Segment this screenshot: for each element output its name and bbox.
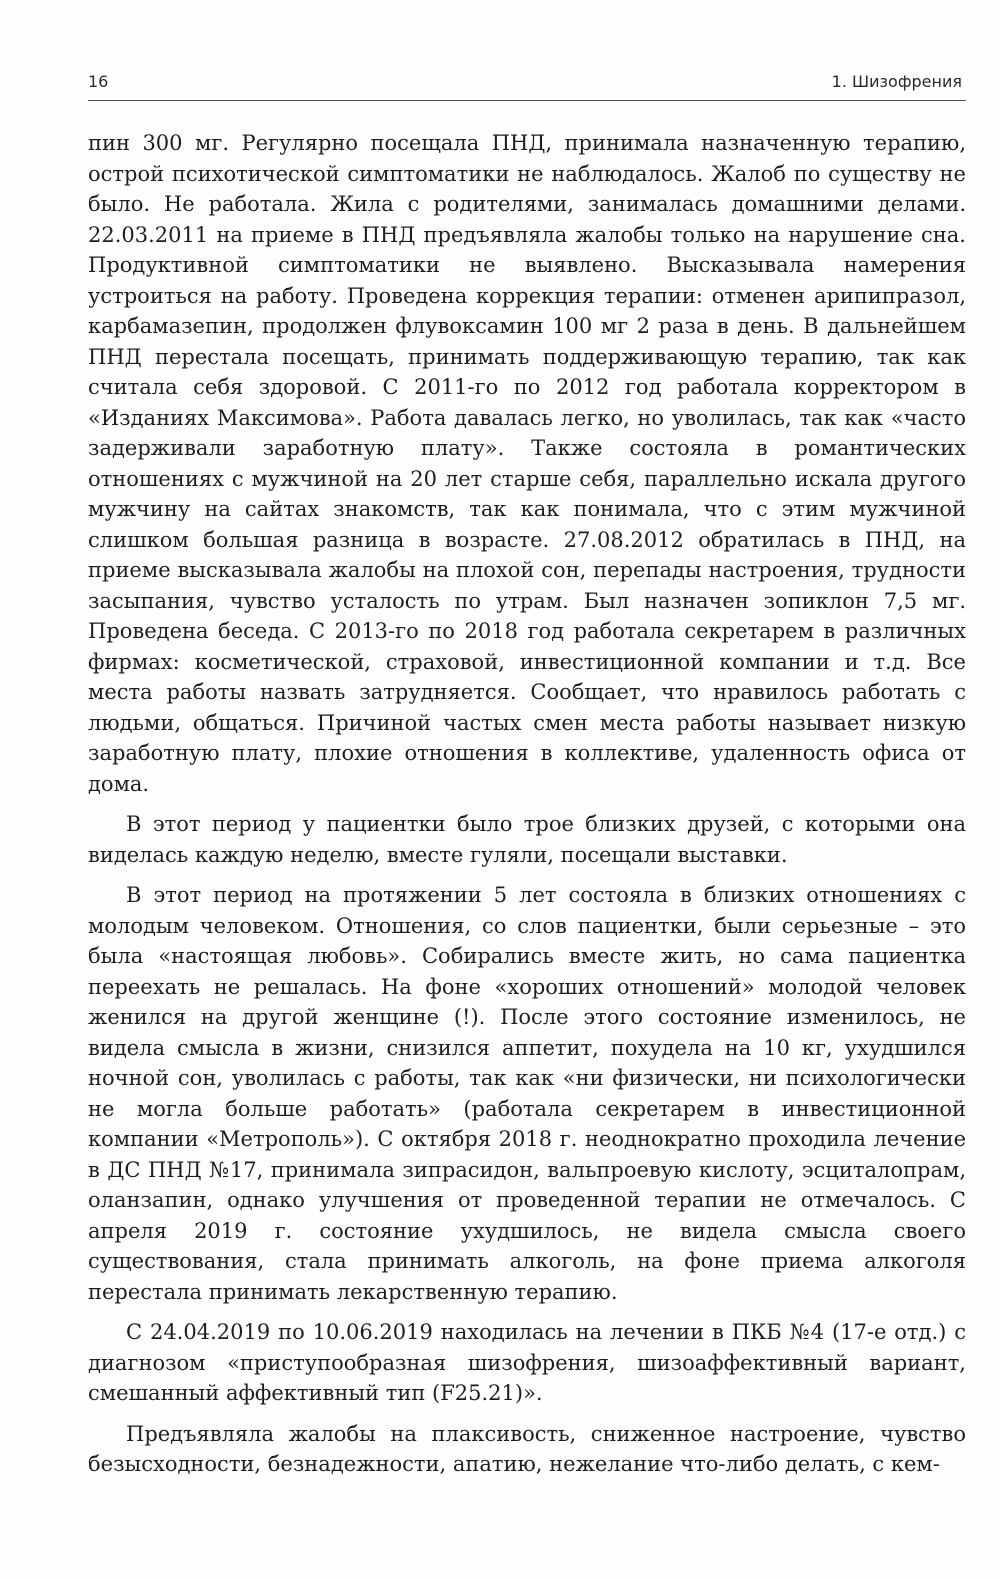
paragraph-hospitalization: С 24.04.2019 по 10.06.2019 находилась на лечении в ПКБ №4 (17-е отд.) с диагнозом «приступообразная шизофрения, шизоаффективный вариант, смешанный аффективный тип (F25.21)». (88, 1320, 966, 1405)
body-text (88, 128, 966, 1490)
chapter-title: 1. Шизофрения (831, 72, 962, 91)
paragraph-relationship: В этот период на протяжении 5 лет состояла в близких отношениях с молодым человеком. Отношения, со слов пациентки, были серьезные – это была «настоящая любовь». Собирались вместе жить, но сама пациентка переехать не решалась. На фоне «хороших отношений» молодой человек женился на другой женщине (!). После этого состояние изменилось, не видела смысла в жизни, снизился аппетит, похудела на 10 кг, ухудшился ночной сон, уволилась с работы, так как «ни физически, ни психологически не могла больше работать» (работала секретарем в инвестиционной компании «Метрополь»). С октября 2018 г. неоднократно проходила лечение в ДС ПНД №17, принимала зипрасидон, вальпроевую кислоту, эсциталопрам, оланзапин, однако улучшения от проведенной терапии не отмечалось. С апреля 2019 г. состояние ухудшилось, не видела смысла своего существования, стала принимать алкоголь, на фоне приема алкоголя перестала принимать лекарственную терапию. (88, 883, 966, 1304)
paragraph-friends: В этот период у пациентки было трое близких друзей, с которыми она виделась каждую неделю, вместе гуляли, посещали выставки. (88, 812, 966, 867)
paragraph-continuation: пин 300 мг. Регулярно посещала ПНД, принимала назначенную терапию, острой психотической симптоматики не наблюдалось. Жалоб по существу не было. Не работала. Жила с родителями, занималась домашними делами. 22.03.2011 на приеме в ПНД предъявляла жалобы только на нарушение сна. Продуктивной симптоматики не выявлено. Высказывала намерения устроиться на работу. Проведена коррекция терапии: отменен арипипразол, карбамазепин, продолжен флувоксамин 100 мг 2 раза в день. В дальнейшем ПНД перестала посещать, принимать поддерживающую терапию, так как считала себя здоровой. С 2011-го по 2012 год работала корректором в «Изданиях Максимова». Работа давалась легко, но уволилась, так как «часто задерживали заработную плату». Также состояла в романтических отношениях с мужчиной на 20 лет старше себя, параллельно искала другого мужчину на сайтах знакомств, так как понимала, что с этим мужчиной слишком большая разница в возрасте. 27.08.2012 обратилась в ПНД, на приеме высказывала жалобы на плохой сон, перепады настроения, трудности засыпания, чувство усталость по утрам. Был назначен зопиклон 7,5 мг. Проведена беседа. С 2013-го по 2018 год работала секретарем в различных фирмах: косметической, страховой, инвестиционной компании и т.д. Все места работы назвать затрудняется. Сообщает, что нравилось работать с людьми, общаться. Причиной частых смен места работы называет низкую заработную плату, плохие отношения в коллективе, удаленность офиса от дома. (88, 131, 966, 796)
running-header (88, 70, 966, 101)
paragraph-complaints: Предъявляла жалобы на плаксивость, сниженное настроение, чувство безысходности, безнадежности, апатию, нежелание что-либо делать, с кем- (88, 1421, 966, 1476)
page-number: 16 (88, 72, 109, 91)
